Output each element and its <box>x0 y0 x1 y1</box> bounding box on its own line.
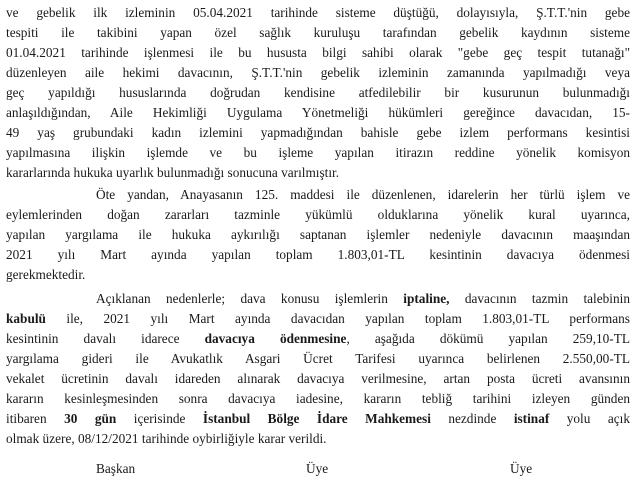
text-line <box>6 310 630 328</box>
text-segment: tespiti ile takibini yapan özel sağlık kuruluşu tarafından gebelik kaydının sisteme <box>6 25 630 40</box>
text-segment: yapılan yargılama ile hukuka aykırılığı saptanan işlemler nedeniyle davacının maaşından <box>6 227 630 242</box>
bold-text: istinaf <box>513 411 550 426</box>
text-line <box>6 24 630 42</box>
text-line <box>96 290 630 308</box>
text-line <box>6 124 630 142</box>
text-line <box>6 410 630 428</box>
text-segment: eylemlerinden doğan zararları tazminle yükümlü olduklarına yönelik kural uyarınca, <box>6 207 630 222</box>
text-segment: , aşağıda dökümü yapılan 259,10-TL <box>346 331 630 346</box>
text-line <box>6 164 630 182</box>
text-segment: olmak üzere, 08/12/2021 tarihinde oybirliğiyle karar verildi. <box>6 431 327 446</box>
text-segment: 2021 yılı Mart ayında yapılan toplam 1.803,01-TL kesintinin davacıya ödenmesi <box>6 247 630 262</box>
text-segment: yapılmasına ilişkin işlemde ve bu işleme yapılan itirazın reddine yönelik komisyon <box>6 145 630 160</box>
text-line <box>6 144 630 162</box>
text-line <box>6 266 630 284</box>
text-line <box>6 430 630 448</box>
text-line <box>6 4 630 22</box>
text-segment: anlaşıldığından, Aile Hekimliği Uygulama Yönetmeliği hükümleri gereğince davacıdan, 15- <box>6 105 630 120</box>
text-segment: Öte yandan, Anayasanın 125. maddesi ile düzenlenen, idarelerin her türlü işlem ve <box>96 187 630 202</box>
text-segment: 49 yaş grubundaki kadın izlemini yapmadığından bahisle gebe izlem performans kesintisi <box>6 125 630 140</box>
text-line <box>96 186 630 204</box>
text-segment: kesintinin davalı idarece <box>6 331 205 346</box>
text-segment: yolu açık <box>549 411 630 426</box>
text-segment: düzenleyen aile hekimi davacının, Ş.T.T.'nin gebelik izleminin zamanında yapılmadığı veya <box>6 65 630 80</box>
text-line <box>6 206 630 224</box>
text-line <box>6 246 630 264</box>
signature-baskan: Başkan <box>96 461 136 476</box>
text-line <box>6 44 630 62</box>
text-segment: kararlarında hukuka uyarlık bulunmadığı sonucuna varılmıştır. <box>6 165 340 180</box>
text-line <box>6 104 630 122</box>
text-line <box>6 84 630 102</box>
text-segment: yargılama gideri ile Avukatlık Asgari Ücret Tarifesi uyarınca belirlenen 2.550,00-TL <box>6 351 630 366</box>
text-segment: vekalet ücretinin davalı idareden alınarak davacıya verilmesine, artan posta ücreti avansının <box>6 371 630 386</box>
bold-text: kabulü <box>6 311 46 326</box>
text-line <box>6 350 630 368</box>
bold-text: 30 gün <box>64 411 117 426</box>
text-segment: nezdinde <box>430 411 514 426</box>
text-segment: geç yapıldığı hususlarında doğrudan kendisine atfedilebilir bir kusurunun bulunmadığı <box>6 85 630 100</box>
text-segment: 01.04.2021 tarihinde işlenmesi ile bu hususta bilgi sahibi olarak "gebe geç tespit tutanağı" <box>6 45 630 60</box>
text-segment: içerisinde <box>116 411 203 426</box>
bold-text: iptaline, <box>403 291 450 306</box>
text-segment: Açıklanan nedenlerle; dava konusu işlemlerin <box>96 291 404 306</box>
text-segment: gerekmektedir. <box>6 267 86 282</box>
text-segment: ile, 2021 yılı Mart ayında davacıdan yapılan toplam 1.803,01-TL performans <box>45 311 630 326</box>
signature-uye-2: Üye <box>510 461 533 476</box>
bold-text: davacıya ödenmesine <box>204 331 347 346</box>
text-segment: davacının tazmin talebinin <box>449 291 630 306</box>
text-segment: kararın kesinleşmesinden sonra davacıya iadesine, kararın tebliğ tarihini izleyen günden <box>6 391 630 406</box>
text-line <box>6 64 630 82</box>
bold-text: İstanbul Bölge İdare Mahkemesi <box>202 411 431 426</box>
text-segment: ve gebelik ilk izleminin 05.04.2021 tarihinde sisteme düştüğü, dolayısıyla, Ş.T.T.'nin gebe <box>6 5 630 20</box>
text-line <box>6 330 630 348</box>
text-segment: itibaren <box>6 411 65 426</box>
text-line <box>6 370 630 388</box>
text-line <box>6 390 630 408</box>
text-line <box>6 226 630 244</box>
signature-uye-1: Üye <box>306 461 329 476</box>
